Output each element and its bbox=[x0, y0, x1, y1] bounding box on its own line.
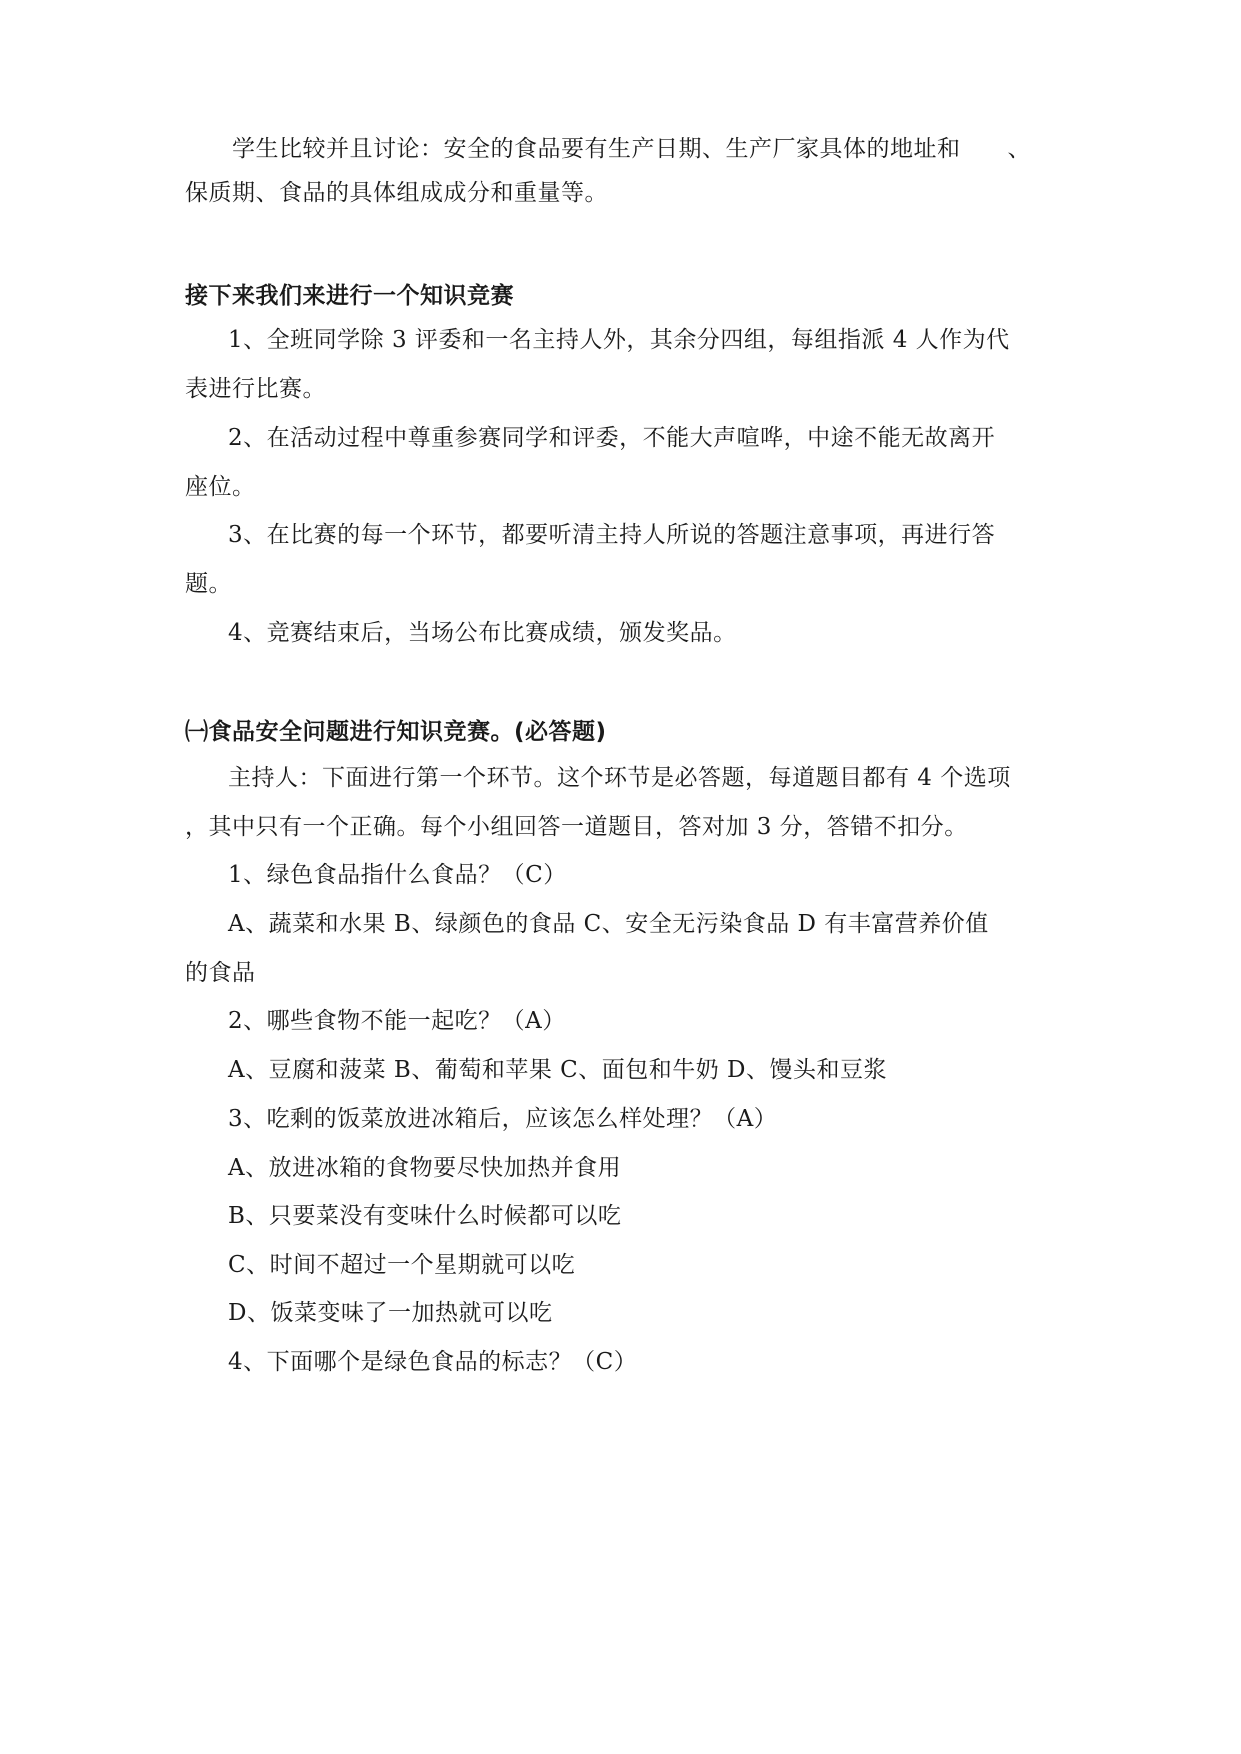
intro-line-2: 保质期、食品的具体组成成分和重量等。 bbox=[185, 180, 608, 206]
section-1-heading: ㈠食品安全问题进行知识竞赛。(必答题) bbox=[185, 719, 607, 745]
question-3-option-d: D、饭菜变味了一加热就可以吃 bbox=[228, 1300, 553, 1326]
question-3-option-a: A、放进冰箱的食物要尽快加热并食用 bbox=[228, 1155, 622, 1181]
rule-3-line-1: 3、在比赛的每一个环节，都要听清主持人所说的答题注意事项，再进行答 bbox=[228, 522, 996, 548]
rule-2-line-1: 2、在活动过程中尊重参赛同学和评委，不能大声喧哗，中途不能无故离开 bbox=[228, 425, 996, 451]
question-1: 1、绿色食品指什么食品？（C） bbox=[228, 862, 567, 888]
rule-4: 4、竞赛结束后，当场公布比赛成绩，颁发奖品。 bbox=[228, 620, 737, 646]
question-2: 2、哪些食物不能一起吃？（A） bbox=[228, 1008, 566, 1034]
rule-3-line-2: 题。 bbox=[185, 571, 232, 597]
rule-1-line-2: 表进行比赛。 bbox=[185, 376, 326, 402]
question-2-options: A、豆腐和菠菜 B、葡萄和苹果 C、面包和牛奶 D、馒头和豆浆 bbox=[228, 1057, 887, 1083]
question-1-options-line-2: 的食品 bbox=[185, 960, 256, 986]
contest-heading: 接下来我们来进行一个知识竞赛 bbox=[185, 283, 514, 309]
question-1-options-line-1: A、蔬菜和水果 B、绿颜色的食品 C、安全无污染食品 D 有丰富营养价值 bbox=[228, 911, 989, 937]
intro-line-1: 学生比较并且讨论：安全的食品要有生产日期、生产厂家具体的地址和 、 bbox=[232, 136, 1031, 162]
rule-1-line-1: 1、全班同学除 3 评委和一名主持人外，其余分四组，每组指派 4 人作为代 bbox=[228, 327, 1010, 353]
rule-2-line-2: 座位。 bbox=[185, 474, 256, 500]
question-3-option-b: B、只要菜没有变味什么时候都可以吃 bbox=[228, 1203, 622, 1229]
question-3-option-c: C、时间不超过一个星期就可以吃 bbox=[228, 1252, 576, 1278]
question-4: 4、下面哪个是绿色食品的标志？（C） bbox=[228, 1349, 638, 1375]
host-intro-line-1: 主持人：下面进行第一个环节。这个环节是必答题，每道题目都有 4 个选项 bbox=[228, 765, 1011, 791]
question-3: 3、吃剩的饭菜放进冰箱后，应该怎么样处理？（A） bbox=[228, 1106, 778, 1132]
host-intro-line-2: ，其中只有一个正确。每个小组回答一道题目，答对加 3 分，答错不扣分。 bbox=[185, 814, 968, 840]
